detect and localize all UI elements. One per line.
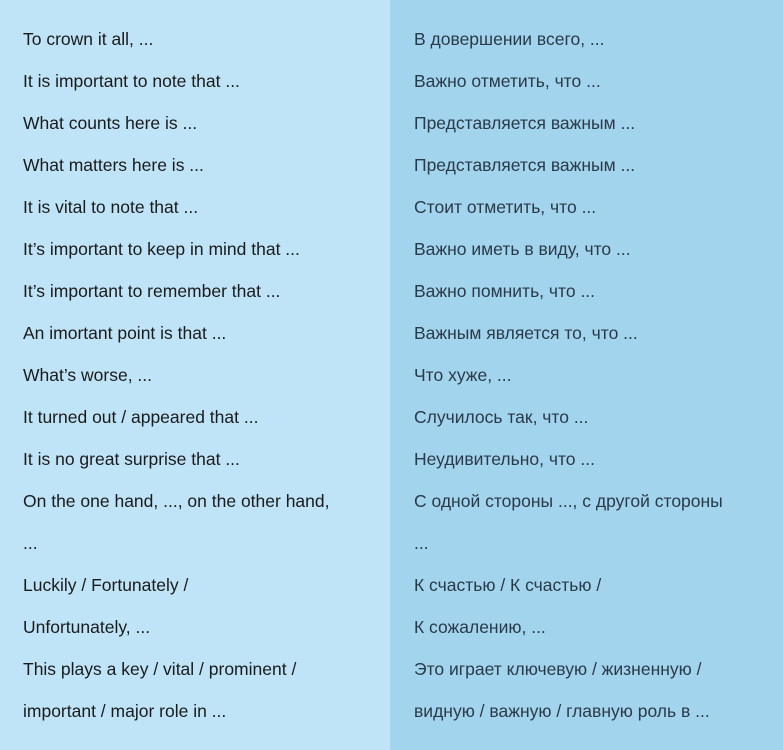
russian-line: ... [414, 533, 429, 553]
russian-line: В довершении всего, ... [414, 29, 605, 49]
russian-line: Что хуже, ... [414, 365, 512, 385]
english-line: An imortant point is that ... [23, 323, 227, 343]
russian-line: видную / важную / главную роль в ... [414, 701, 710, 721]
russian-line: Неудивительно, что ... [414, 449, 595, 469]
russian-line: Представляется важным ... [414, 155, 636, 175]
english-line: On the one hand, ..., on the other hand, [23, 491, 330, 511]
russian-line: Важно отметить, что ... [414, 71, 601, 91]
english-line: To crown it all, ... [23, 29, 154, 49]
russian-line: Важно иметь в виду, что ... [414, 239, 631, 259]
russian-line: Важным является то, что ... [414, 323, 638, 343]
english-line: It’s important to remember that ... [23, 281, 281, 301]
russian-column [390, 0, 783, 750]
english-line: It’s important to keep in mind that ... [23, 239, 300, 259]
english-line: What’s worse, ... [23, 365, 153, 385]
english-line: It is no great surprise that ... [23, 449, 240, 469]
russian-line: Стоит отметить, что ... [414, 197, 597, 217]
english-line: It is vital to note that ... [23, 197, 199, 217]
english-column [0, 0, 390, 750]
english-line: Luckily / Fortunately / [23, 575, 189, 595]
russian-line: К сожалению, ... [414, 617, 546, 637]
english-line: This plays a key / vital / prominent / [23, 659, 297, 679]
english-line: It turned out / appeared that ... [23, 407, 259, 427]
russian-line: Случилось так, что ... [414, 407, 589, 427]
russian-line: Важно помнить, что ... [414, 281, 596, 301]
english-line: It is important to note that ... [23, 71, 240, 91]
russian-line: С одной стороны ..., с другой стороны [414, 491, 723, 511]
russian-line: К счастью / К счастью / [414, 575, 602, 595]
russian-line: Это играет ключевую / жизненную / [414, 659, 702, 679]
english-line: What matters here is ... [23, 155, 204, 175]
english-line: Unfortunately, ... [23, 617, 151, 637]
english-line: ... [23, 533, 38, 553]
russian-line: Представляется важным ... [414, 113, 636, 133]
english-line: important / major role in ... [23, 701, 227, 721]
english-line: What counts here is ... [23, 113, 198, 133]
